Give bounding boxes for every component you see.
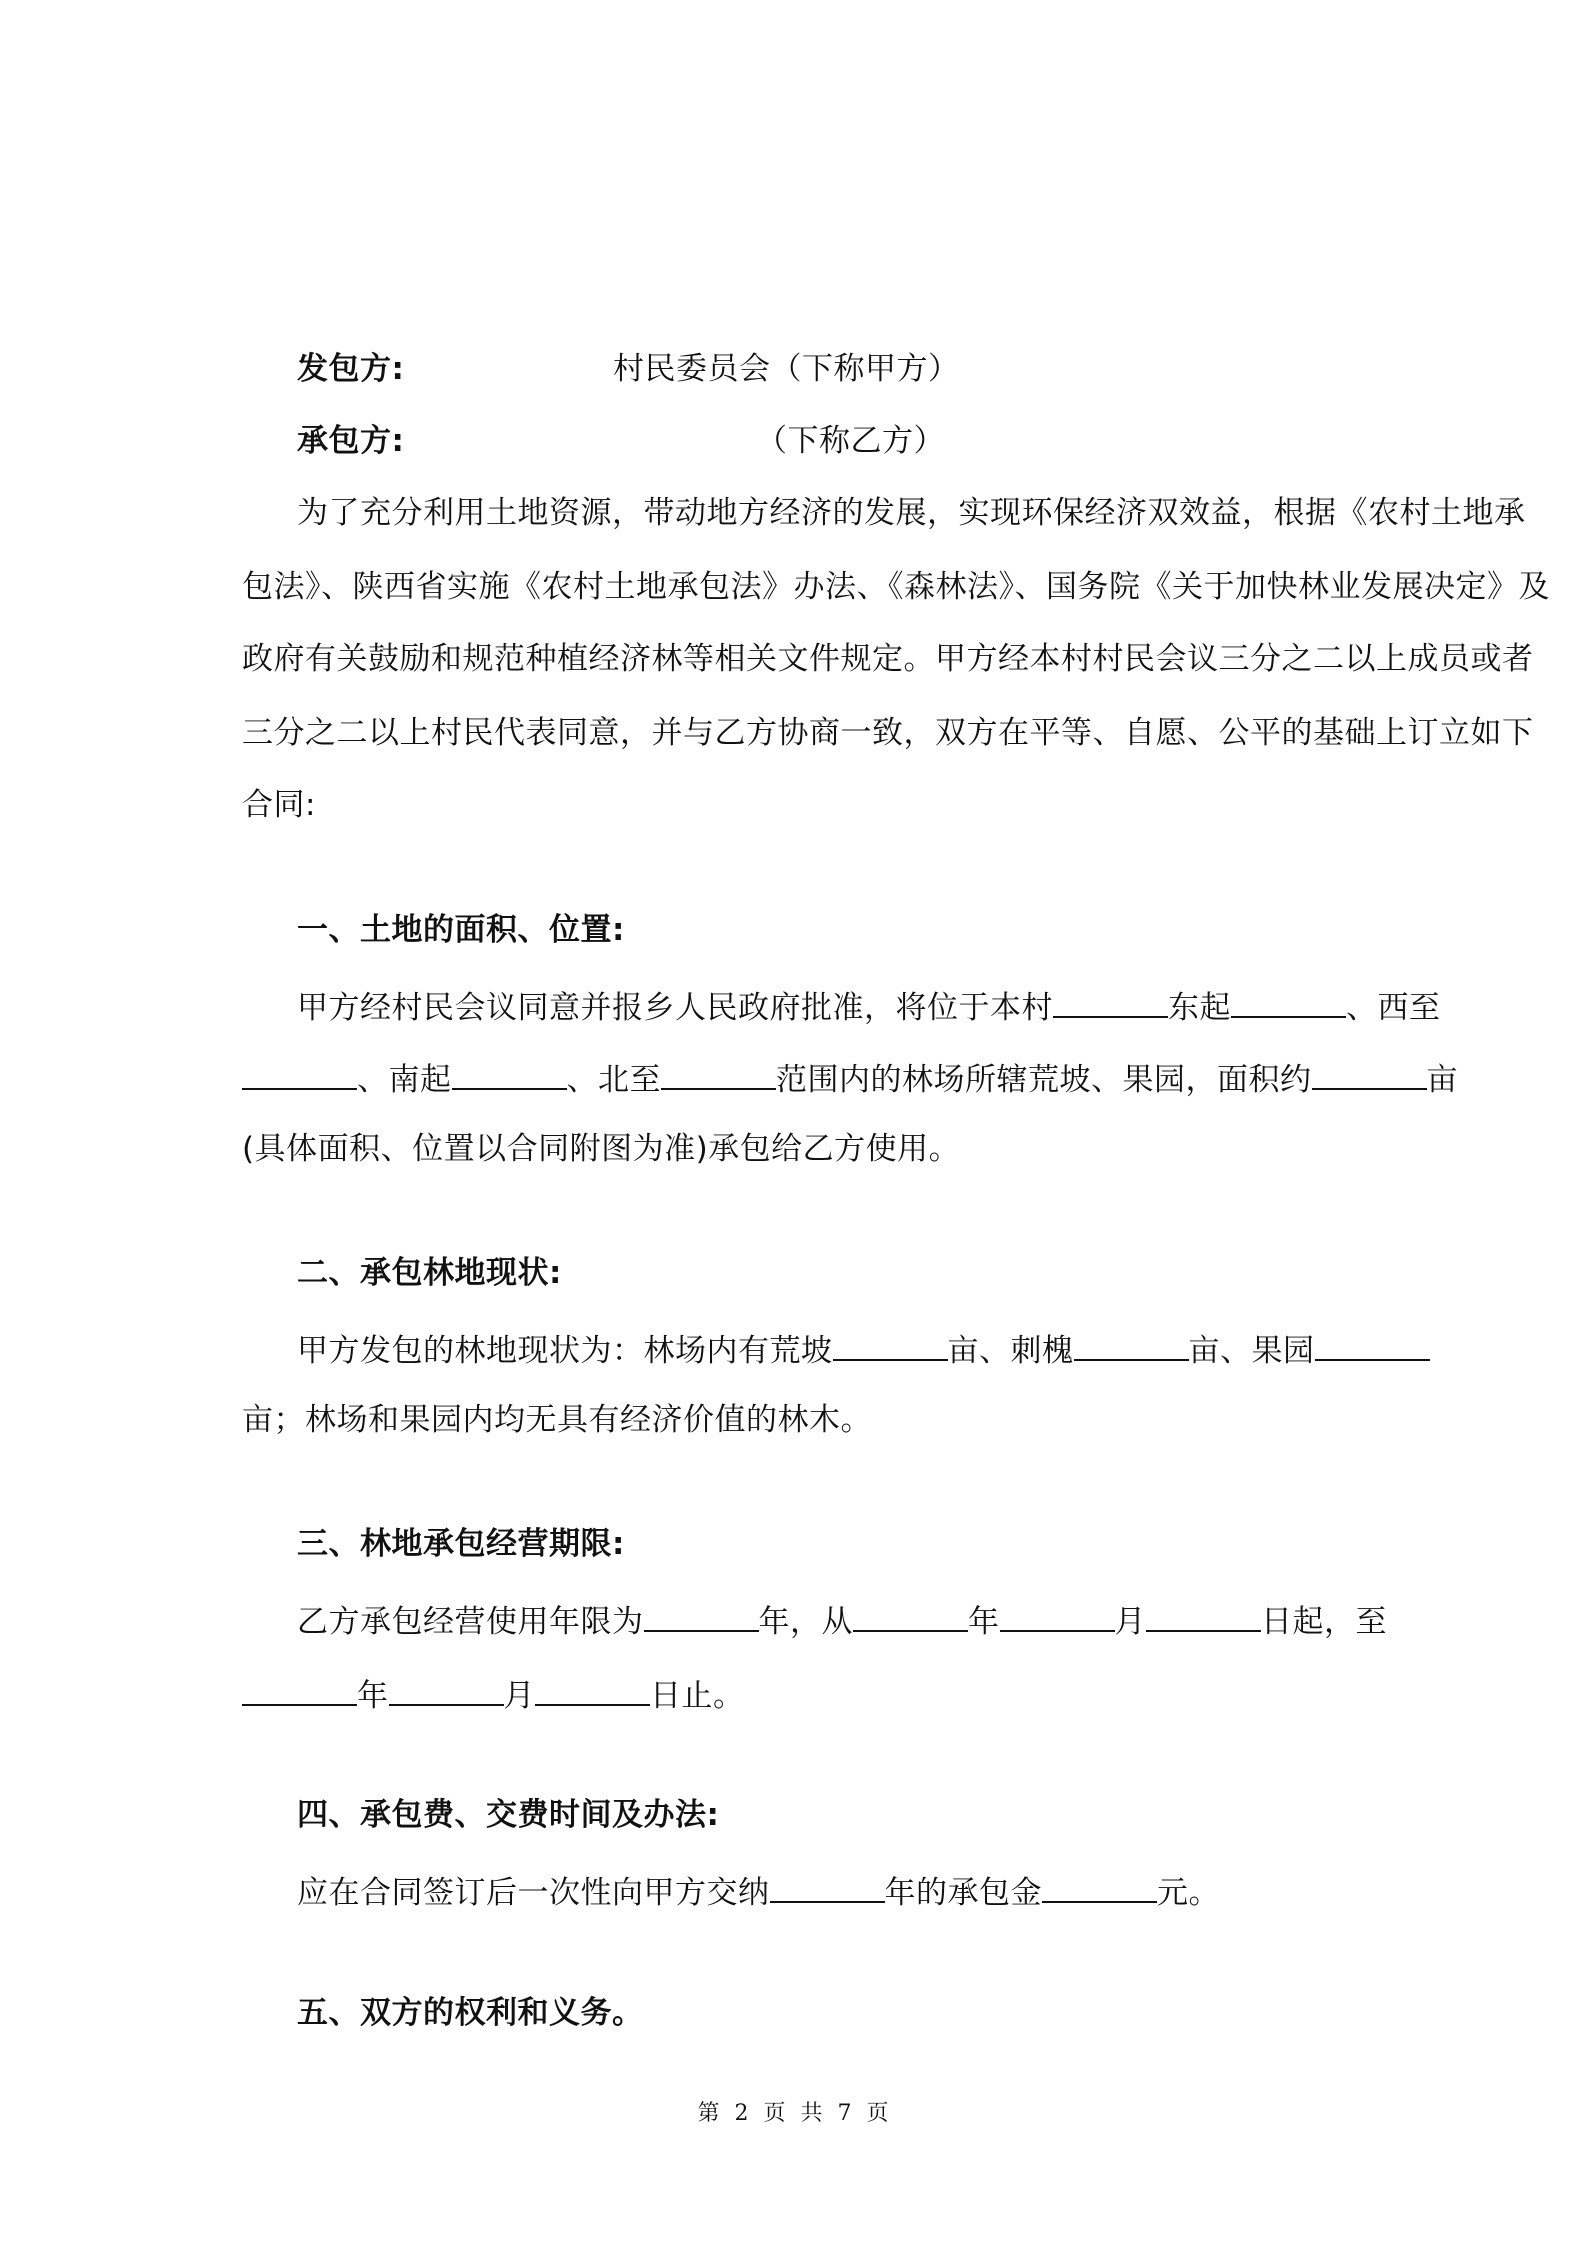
page-footer: 第 2 页 共 7 页 xyxy=(697,2101,889,2126)
fill-in-blank[interactable] xyxy=(1000,1602,1115,1632)
text-segment: 、西至 xyxy=(1346,990,1441,1026)
fill-in-blank[interactable] xyxy=(1312,1060,1427,1090)
section-line xyxy=(242,1676,745,1716)
fill-in-blank[interactable] xyxy=(1042,1873,1157,1903)
text-segment: 年 xyxy=(357,1678,389,1714)
text-segment: 年 xyxy=(968,1604,1000,1640)
fill-in-blank[interactable] xyxy=(833,1331,948,1361)
fill-in-blank[interactable] xyxy=(242,1676,357,1706)
fill-in-blank[interactable] xyxy=(535,1676,650,1706)
preamble-line: 三分之二以上村民代表同意，并与乙方协商一致，双方在平等、自愿、公平的基础上订立如下 xyxy=(242,715,1534,751)
preamble-line: 为了充分利用土地资源，带动地方经济的发展，实现环保经济双效益，根据《农村土地承 xyxy=(297,495,1526,531)
section-line xyxy=(297,988,1441,1028)
section-heading: 三、林地承包经营期限: xyxy=(297,1526,625,1562)
section-line xyxy=(242,1129,960,1169)
text-segment: 日起，至 xyxy=(1261,1604,1387,1640)
section-line xyxy=(297,1331,1430,1371)
text-segment: 月 xyxy=(1114,1604,1146,1640)
text-segment: 月 xyxy=(503,1678,535,1714)
preamble-line: 政府有关鼓励和规范种植经济林等相关文件规定。甲方经本村村民会议三分之二以上成员或者 xyxy=(242,641,1534,677)
text-segment: 甲方经村民会议同意并报乡人民政府批准，将位于本村 xyxy=(297,990,1053,1026)
section-heading: 五、双方的权利和义务。 xyxy=(297,1995,644,2031)
issuer-label: 发包方: xyxy=(297,351,405,387)
contractor-label: 承包方: xyxy=(297,423,405,459)
text-segment: 范围内的林场所辖荒坡、果园，面积约 xyxy=(776,1062,1312,1098)
text-segment: 年的承包金 xyxy=(884,1875,1042,1911)
fill-in-blank[interactable] xyxy=(1053,988,1168,1018)
fill-in-blank[interactable] xyxy=(1231,988,1346,1018)
text-segment: 亩 xyxy=(1426,1062,1458,1098)
preamble-line: 合同: xyxy=(242,787,316,823)
section-heading: 一、土地的面积、位置: xyxy=(297,912,625,948)
fill-in-blank[interactable] xyxy=(853,1602,968,1632)
text-segment: 、南起 xyxy=(357,1062,452,1098)
text-segment: (具体面积、位置以合同附图为准)承包给乙方使用。 xyxy=(242,1131,961,1167)
fill-in-blank[interactable] xyxy=(1315,1331,1430,1361)
fill-in-blank[interactable] xyxy=(242,1060,357,1090)
text-segment: 甲方发包的林地现状为：林场内有荒坡 xyxy=(297,1333,833,1369)
text-segment: 亩；林场和果园内均无具有经济价值的林木。 xyxy=(242,1402,872,1438)
section-heading: 二、承包林地现状: xyxy=(297,1255,562,1291)
preamble-line: 包法》、陕西省实施《农村土地承包法》办法、《森林法》、国务院《关于加快林业发展决定》及 xyxy=(242,569,1550,605)
text-segment: 日止。 xyxy=(650,1678,745,1714)
fill-in-blank[interactable] xyxy=(770,1873,885,1903)
section-line xyxy=(297,1873,1220,1913)
section-heading: 四、承包费、交费时间及办法: xyxy=(297,1797,720,1833)
fill-in-blank[interactable] xyxy=(644,1602,759,1632)
fill-in-blank[interactable] xyxy=(452,1060,567,1090)
text-segment: 乙方承包经营使用年限为 xyxy=(297,1604,644,1640)
text-segment: 年，从 xyxy=(758,1604,853,1640)
section-line xyxy=(297,1602,1387,1642)
text-segment: 亩、刺槐 xyxy=(947,1333,1074,1369)
fill-in-blank[interactable] xyxy=(661,1060,776,1090)
section-line xyxy=(242,1400,872,1440)
contractor-value: （下称乙方） xyxy=(756,423,945,459)
text-segment: 亩、果园 xyxy=(1188,1333,1315,1369)
section-line xyxy=(242,1060,1458,1100)
fill-in-blank[interactable] xyxy=(1074,1331,1189,1361)
text-segment: 东起 xyxy=(1168,990,1231,1026)
text-segment: 元。 xyxy=(1157,1875,1220,1911)
text-segment: 应在合同签订后一次性向甲方交纳 xyxy=(297,1875,770,1911)
fill-in-blank[interactable] xyxy=(1146,1602,1261,1632)
text-segment: 、北至 xyxy=(566,1062,661,1098)
fill-in-blank[interactable] xyxy=(389,1676,504,1706)
issuer-value: 村民委员会（下称甲方） xyxy=(613,351,960,387)
